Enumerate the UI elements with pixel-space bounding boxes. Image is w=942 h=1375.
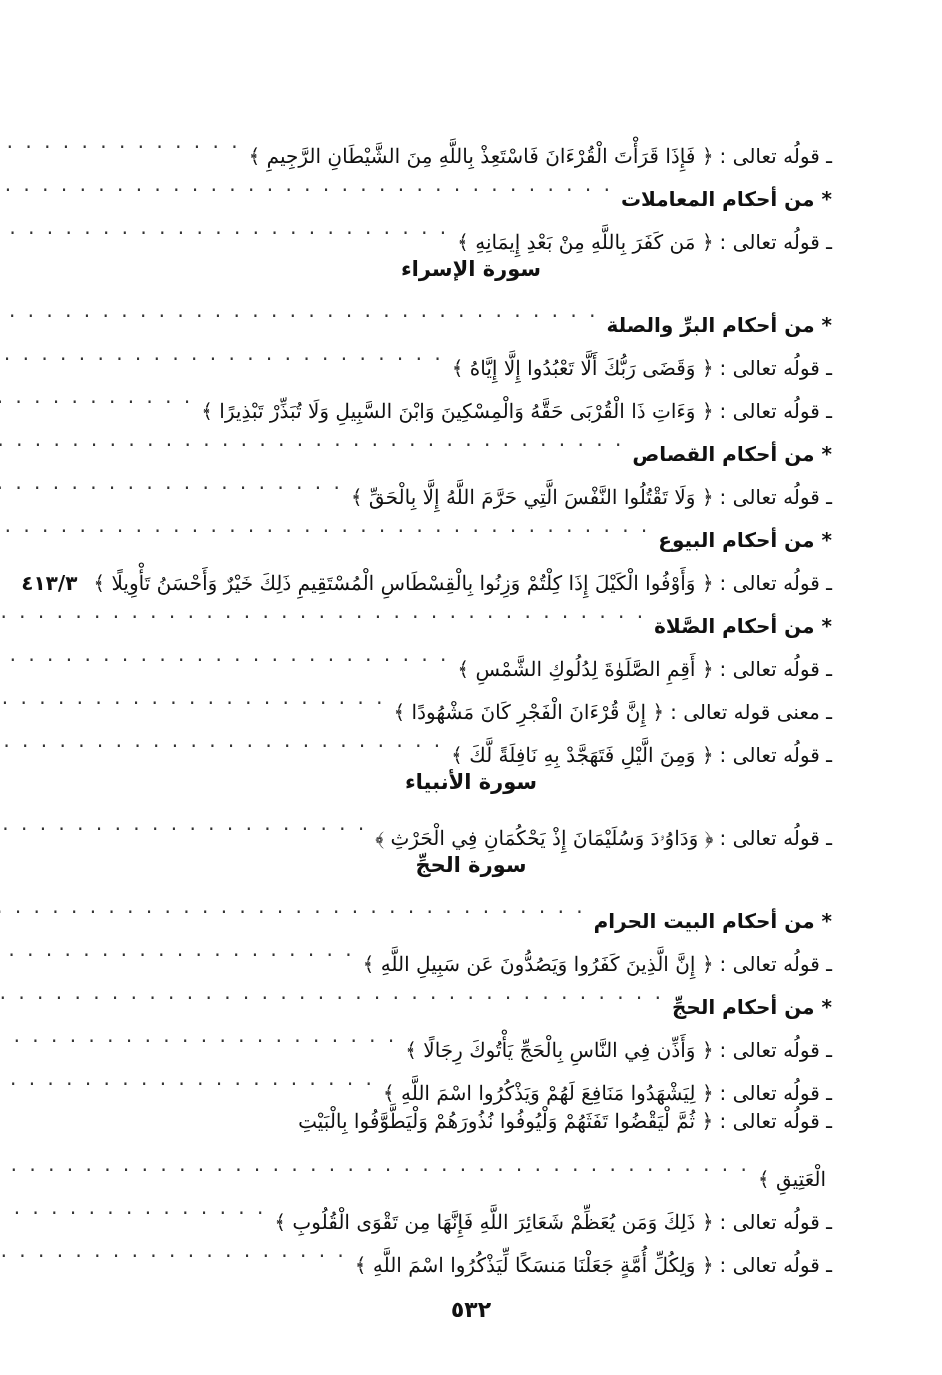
entry-label: ـ قولُه تعالى : (719, 356, 832, 380)
toc-entry (110, 120, 832, 168)
quran-verse: ﴿ مَن كَفَرَ بِاللَّهِ مِنْ بَعْدِ إِيمَانِهِ ﴾ (457, 230, 714, 254)
dot-leader (0, 1057, 375, 1100)
entry-label: ـ معنى قوله تعالى : (670, 700, 832, 724)
quran-verse: ﴿ لِيَشْهَدُوا مَنَافِعَ لَهُمْ وَيَذْكُرُوا اسْمَ اللَّهِ ﴾ (382, 1081, 714, 1105)
entry-label: ـ قولُه تعالى : (719, 657, 832, 681)
quran-verse: ﴿ وَأَذِّن فِي النَّاسِ بِالْحَجِّ يَأْتُوكَ رِجَالًا ﴾ (405, 1038, 714, 1062)
dot-leader (0, 719, 443, 762)
entry-label: * من أحكام البيوع (658, 528, 832, 552)
quran-verse: ﴿ ثُمَّ لْيَقْضُوا تَفَثَهُمْ وَلْيُوفُوا نُذُورَهُمْ وَلْيَطَّوَّفُوا بِالْبَيْتِ (298, 1109, 714, 1133)
entry-label: * من أحكام المعاملات (620, 187, 832, 211)
quran-verse: الْعَتِيقِ ﴾ (757, 1167, 826, 1191)
entry-label: ـ قولُه تعالى : (719, 952, 832, 976)
dot-leader (0, 206, 449, 249)
entry-label: ـ قولُه تعالى : (719, 1253, 832, 1277)
entry-label: ـ قولُه تعالى : (719, 1081, 832, 1105)
entry-label: * من أحكام الصَّلاة (654, 614, 832, 638)
dot-leader (0, 1014, 397, 1057)
table-of-contents (21, 120, 832, 1277)
dot-leader (0, 590, 646, 633)
quran-verse: ﴿ إِنَّ الَّذِينَ كَفَرُوا وَيَصُدُّونَ عَن سَبِيلِ اللَّهِ ﴾ (362, 952, 714, 976)
toc-entry-wrapped (110, 1100, 832, 1143)
dot-leader (0, 504, 650, 547)
dot-leader (0, 1186, 266, 1229)
quran-verse: ﴿ وَقَضَى رَبُّكَ أَلَّا تَعْبُدُوا إِلَّا إِيَّاهُ ﴾ (451, 356, 714, 380)
entry-label: ـ قولُه تعالى : (719, 743, 832, 767)
section-heading (110, 885, 832, 933)
dot-leader (0, 1143, 750, 1186)
entry-label: ـ قولُه تعالى : (719, 1038, 832, 1062)
entry-label: ـ قولُه تعالى : (719, 230, 832, 254)
dot-leader (0, 289, 598, 332)
entry-label: ـ قولُه تعالى : (719, 826, 832, 850)
section-heading (110, 289, 832, 337)
dot-leader (0, 885, 586, 928)
dot-leader (0, 120, 241, 163)
toc-entry (110, 802, 832, 850)
dot-leader (0, 802, 367, 845)
quran-verse: ﴿ وَلَا تَقْتُلُوا النَّفْسَ الَّتِي حَرَّمَ اللَّهُ إِلَّا بِالْحَقِّ ﴾ (350, 485, 714, 509)
quran-verse: ﴿ ذَلِكَ وَمَن يُعَظِّمْ شَعَائِرَ اللَّهِ فَإِنَّهَا مِن تَقْوَى الْقُلُوبِ ﴾ (274, 1210, 714, 1234)
surah-heading: سورة الأنبياء (404, 770, 538, 794)
dot-leader (0, 633, 449, 676)
quran-verse: ﴿ وَأَوْفُوا الْكَيْلَ إِذَا كِلْتُمْ وَزِنُوا بِالْقِسْطَاسِ الْمُسْتَقِيمِ ذَلِكَ خَيْرٌ وَأَحْسَنُ تَأْوِيلًا ﴾ (93, 571, 714, 595)
entry-label: * من أحكام القصاص (632, 442, 832, 466)
entry-label: * من أحكام البرِّ والصلة (606, 313, 832, 337)
dot-leader (0, 418, 624, 461)
surah-heading: سورة الحجِّ (415, 853, 527, 877)
dot-leader (0, 375, 193, 418)
entry-label: ـ قولُه تعالى : (719, 485, 832, 509)
page-number: ٥٣٢ (450, 1298, 492, 1323)
entry-label: * من أحكام البيت الحرام (593, 909, 832, 933)
quran-verse: ﴿ فَإِذَا قَرَأْتَ الْقُرْءَانَ فَاسْتَعِذْ بِاللَّهِ مِنَ الشَّيْطَانِ الرَّجِيمِ ﴾ (248, 144, 714, 168)
dot-leader (0, 461, 343, 504)
quran-verse: ﴿ وَمِنَ الَّيْلِ فَتَهَجَّدْ بِهِ نَافِلَةً لَّكَ ﴾ (451, 743, 714, 767)
entry-label: ـ قولُه تعالى : (719, 1109, 832, 1133)
dot-leader (0, 676, 385, 719)
surah-heading: سورة الإسراء (400, 257, 542, 281)
quran-verse: ﴿ إِنَّ قُرْءَانَ الْفَجْرِ كَانَ مَشْهُودًا ﴾ (393, 700, 665, 724)
toc-entry (110, 1186, 832, 1234)
entry-label: * من أحكام الحجِّ (672, 995, 832, 1019)
quran-verse: ﴿ وَءَاتِ ذَا الْقُرْبَى حَقَّهُ وَالْمِسْكِينَ وَابْنَ السَّبِيلِ وَلَا تُبَذِّرْ تَبْذِيرًا ﴾ (201, 399, 714, 423)
entry-label: ـ قولُه تعالى : (719, 1210, 832, 1234)
dot-leader (0, 928, 355, 971)
toc-entry (110, 1143, 832, 1191)
quran-verse: ﴿ أَقِمِ الصَّلَوٰةَ لِدُلُوكِ الشَّمْسِ ﴾ (457, 657, 714, 681)
page-reference: ٤١٣/٣ (21, 571, 78, 595)
entry-label: ـ قولُه تعالى : (719, 399, 832, 423)
entry-label: ـ قولُه تعالى : (719, 144, 832, 168)
dot-leader (0, 163, 613, 206)
entry-label: ـ قولُه تعالى : (719, 571, 832, 595)
quran-verse: ﴿ وَدَاوُۥدَ وَسُلَيْمَانَ إِذْ يَحْكُمَانِ فِي الْحَرْثِ ﴾ (375, 826, 714, 850)
dot-leader (0, 1229, 347, 1272)
quran-verse: ﴿ وَلِكُلِّ أُمَّةٍ جَعَلْنَا مَنسَكًا لِّيَذْكُرُوا اسْمَ اللَّهِ ﴾ (354, 1253, 714, 1277)
dot-leader (0, 971, 664, 1014)
dot-leader (0, 332, 444, 375)
